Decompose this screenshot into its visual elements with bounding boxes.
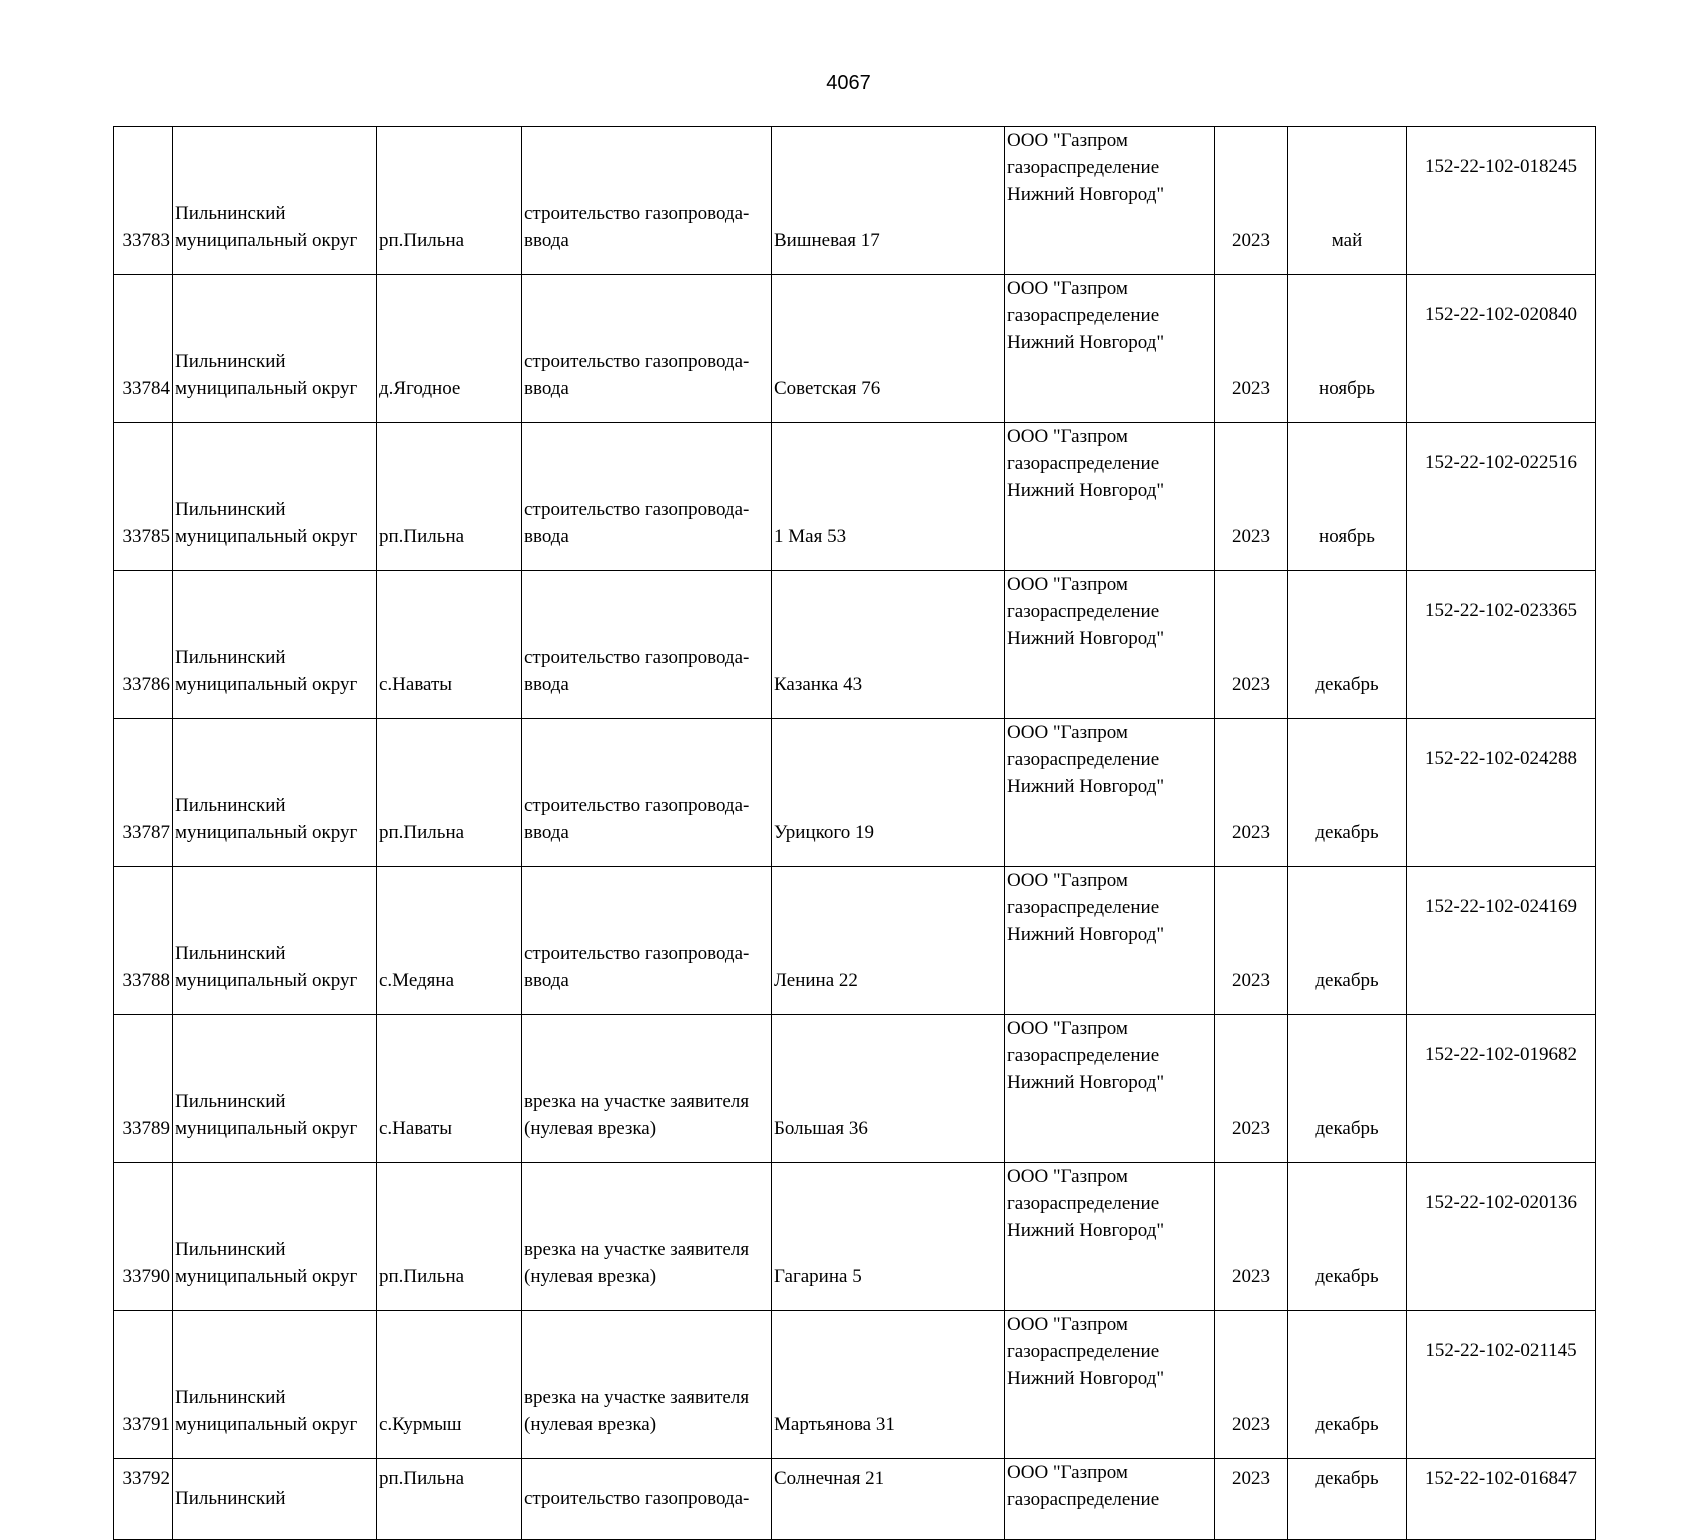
cell-address: Советская 76 (772, 275, 1005, 423)
cell-organization (1005, 1459, 1215, 1540)
organization-line: ООО "Газпром (1007, 130, 1128, 151)
work-type-line: строительство газопровода- (524, 647, 750, 668)
cell-work-type (522, 423, 772, 571)
work-type-line: строительство газопровода- (524, 499, 750, 520)
cell-settlement: д.Ягодное (377, 275, 522, 423)
cell-id: 33785 (114, 423, 173, 571)
organization-line: Нижний Новгород" (1007, 628, 1165, 649)
cell-id: 33783 (114, 127, 173, 275)
table-body (114, 127, 1596, 1540)
cell-organization (1005, 1163, 1215, 1311)
cell-id: 33792 (114, 1459, 173, 1540)
cell-year: 2023 (1215, 571, 1288, 719)
table-row (114, 1311, 1596, 1459)
organization-line: ООО "Газпром (1007, 574, 1128, 595)
work-type-line: врезка на участке заявителя (524, 1387, 750, 1408)
cell-municipality (173, 719, 377, 867)
organization-line: ООО "Газпром (1007, 1166, 1128, 1187)
cell-settlement: рп.Пильна (377, 1459, 522, 1540)
cell-code: 152-22-102-020840 (1407, 275, 1596, 423)
municipality-line: Пильнинский (175, 647, 286, 668)
cell-settlement: рп.Пильна (377, 1163, 522, 1311)
work-type-line: ввода (524, 230, 569, 251)
cell-code: 152-22-102-021145 (1407, 1311, 1596, 1459)
table-row (114, 127, 1596, 275)
work-type-line: ввода (524, 526, 569, 547)
cell-municipality (173, 1163, 377, 1311)
work-type-line: строительство газопровода- (524, 795, 750, 816)
organization-line: Нижний Новгород" (1007, 480, 1165, 501)
cell-address: Большая 36 (772, 1015, 1005, 1163)
municipality-line: муниципальный округ (175, 822, 358, 843)
cell-year: 2023 (1215, 1163, 1288, 1311)
cell-month: декабрь (1288, 1459, 1407, 1540)
cell-work-type (522, 275, 772, 423)
work-type-line: ввода (524, 822, 569, 843)
registry-table (113, 126, 1596, 1540)
cell-code: 152-22-102-024288 (1407, 719, 1596, 867)
cell-municipality (173, 1311, 377, 1459)
cell-work-type (522, 867, 772, 1015)
work-type-line: строительство газопровода- (524, 943, 750, 964)
cell-year: 2023 (1215, 1015, 1288, 1163)
table-row (114, 275, 1596, 423)
organization-line: ООО "Газпром (1007, 870, 1128, 891)
cell-address: Вишневая 17 (772, 127, 1005, 275)
cell-work-type (522, 127, 772, 275)
municipality-line: муниципальный округ (175, 526, 358, 547)
organization-line: газораспределение (1007, 897, 1160, 918)
municipality-line: муниципальный округ (175, 1414, 358, 1435)
cell-settlement: с.Наваты (377, 571, 522, 719)
cell-municipality (173, 127, 377, 275)
organization-line: газораспределение (1007, 1489, 1160, 1510)
work-type-line: врезка на участке заявителя (524, 1091, 750, 1112)
organization-line: Нижний Новгород" (1007, 1072, 1165, 1093)
cell-address: Ленина 22 (772, 867, 1005, 1015)
cell-month: декабрь (1288, 1311, 1407, 1459)
cell-organization (1005, 867, 1215, 1015)
work-type-line: строительство газопровода- (524, 203, 750, 224)
work-type-line: (нулевая врезка) (524, 1414, 657, 1435)
table-row (114, 719, 1596, 867)
cell-month: декабрь (1288, 1163, 1407, 1311)
municipality-line: Пильнинский (175, 1387, 286, 1408)
work-type-line: (нулевая врезка) (524, 1266, 657, 1287)
organization-line: газораспределение (1007, 305, 1160, 326)
municipality-line: Пильнинский (175, 1488, 286, 1509)
organization-line: Нижний Новгород" (1007, 1220, 1165, 1241)
organization-line: газораспределение (1007, 1045, 1160, 1066)
organization-line: Нижний Новгород" (1007, 332, 1165, 353)
cell-code: 152-22-102-019682 (1407, 1015, 1596, 1163)
cell-address: Казанка 43 (772, 571, 1005, 719)
work-type-line: врезка на участке заявителя (524, 1239, 750, 1260)
work-type-line: строительство газопровода- (524, 351, 750, 372)
cell-month: май (1288, 127, 1407, 275)
organization-line: газораспределение (1007, 749, 1160, 770)
cell-organization (1005, 1311, 1215, 1459)
cell-work-type (522, 1015, 772, 1163)
cell-year: 2023 (1215, 1459, 1288, 1540)
cell-municipality (173, 1015, 377, 1163)
cell-work-type (522, 1311, 772, 1459)
organization-line: Нижний Новгород" (1007, 1368, 1165, 1389)
cell-month: декабрь (1288, 719, 1407, 867)
cell-settlement: с.Курмыш (377, 1311, 522, 1459)
cell-settlement: рп.Пильна (377, 127, 522, 275)
work-type-line: (нулевая врезка) (524, 1118, 657, 1139)
municipality-line: Пильнинский (175, 203, 286, 224)
table-row (114, 867, 1596, 1015)
cell-year: 2023 (1215, 867, 1288, 1015)
organization-line: ООО "Газпром (1007, 722, 1128, 743)
cell-id: 33790 (114, 1163, 173, 1311)
cell-code: 152-22-102-022516 (1407, 423, 1596, 571)
organization-line: Нижний Новгород" (1007, 184, 1165, 205)
municipality-line: Пильнинский (175, 351, 286, 372)
table-row (114, 1459, 1596, 1540)
organization-line: газораспределение (1007, 1341, 1160, 1362)
organization-line: газораспределение (1007, 601, 1160, 622)
cell-organization (1005, 423, 1215, 571)
cell-organization (1005, 719, 1215, 867)
cell-settlement: с.Наваты (377, 1015, 522, 1163)
cell-address: Мартьянова 31 (772, 1311, 1005, 1459)
organization-line: газораспределение (1007, 1193, 1160, 1214)
cell-municipality (173, 867, 377, 1015)
cell-year: 2023 (1215, 1311, 1288, 1459)
table-row (114, 571, 1596, 719)
municipality-line: муниципальный округ (175, 970, 358, 991)
cell-work-type (522, 719, 772, 867)
cell-settlement: рп.Пильна (377, 719, 522, 867)
municipality-line: муниципальный округ (175, 1118, 358, 1139)
work-type-line: ввода (524, 674, 569, 695)
cell-month: декабрь (1288, 571, 1407, 719)
page-number: 4067 (826, 72, 871, 94)
cell-id: 33791 (114, 1311, 173, 1459)
cell-code: 152-22-102-016847 (1407, 1459, 1596, 1540)
organization-line: ООО "Газпром (1007, 426, 1128, 447)
municipality-line: Пильнинский (175, 795, 286, 816)
cell-year: 2023 (1215, 275, 1288, 423)
municipality-line: Пильнинский (175, 943, 286, 964)
cell-municipality (173, 423, 377, 571)
cell-year: 2023 (1215, 719, 1288, 867)
organization-line: ООО "Газпром (1007, 1314, 1128, 1335)
cell-address: Гагарина 5 (772, 1163, 1005, 1311)
cell-organization (1005, 275, 1215, 423)
cell-id: 33787 (114, 719, 173, 867)
cell-month: декабрь (1288, 867, 1407, 1015)
cell-work-type (522, 1459, 772, 1540)
cell-year: 2023 (1215, 127, 1288, 275)
municipality-line: Пильнинский (175, 1239, 286, 1260)
cell-code: 152-22-102-018245 (1407, 127, 1596, 275)
organization-line: Нижний Новгород" (1007, 776, 1165, 797)
work-type-line: ввода (524, 970, 569, 991)
cell-address: Солнечная 21 (772, 1459, 1005, 1540)
cell-month: декабрь (1288, 1015, 1407, 1163)
cell-organization (1005, 571, 1215, 719)
table-row (114, 423, 1596, 571)
cell-municipality (173, 571, 377, 719)
municipality-line: муниципальный округ (175, 378, 358, 399)
organization-line: газораспределение (1007, 453, 1160, 474)
organization-line: ООО "Газпром (1007, 278, 1128, 299)
municipality-line: муниципальный округ (175, 1266, 358, 1287)
work-type-line: ввода (524, 378, 569, 399)
cell-id: 33784 (114, 275, 173, 423)
organization-line: газораспределение (1007, 157, 1160, 178)
cell-work-type (522, 1163, 772, 1311)
cell-code: 152-22-102-020136 (1407, 1163, 1596, 1311)
cell-id: 33789 (114, 1015, 173, 1163)
table-row (114, 1015, 1596, 1163)
cell-organization (1005, 127, 1215, 275)
cell-municipality (173, 1459, 377, 1540)
cell-id: 33786 (114, 571, 173, 719)
cell-code: 152-22-102-024169 (1407, 867, 1596, 1015)
cell-work-type (522, 571, 772, 719)
cell-code: 152-22-102-023365 (1407, 571, 1596, 719)
municipality-line: муниципальный округ (175, 674, 358, 695)
cell-year: 2023 (1215, 423, 1288, 571)
cell-settlement: рп.Пильна (377, 423, 522, 571)
organization-line: ООО "Газпром (1007, 1018, 1128, 1039)
work-type-line: строительство газопровода- (524, 1488, 750, 1509)
cell-month: ноябрь (1288, 275, 1407, 423)
cell-address: 1 Мая 53 (772, 423, 1005, 571)
municipality-line: Пильнинский (175, 1091, 286, 1112)
organization-line: Нижний Новгород" (1007, 924, 1165, 945)
cell-address: Урицкого 19 (772, 719, 1005, 867)
cell-municipality (173, 275, 377, 423)
table-row (114, 1163, 1596, 1311)
cell-month: ноябрь (1288, 423, 1407, 571)
municipality-line: муниципальный округ (175, 230, 358, 251)
cell-settlement: с.Медяна (377, 867, 522, 1015)
cell-organization (1005, 1015, 1215, 1163)
organization-line: ООО "Газпром (1007, 1462, 1128, 1483)
cell-id: 33788 (114, 867, 173, 1015)
municipality-line: Пильнинский (175, 499, 286, 520)
